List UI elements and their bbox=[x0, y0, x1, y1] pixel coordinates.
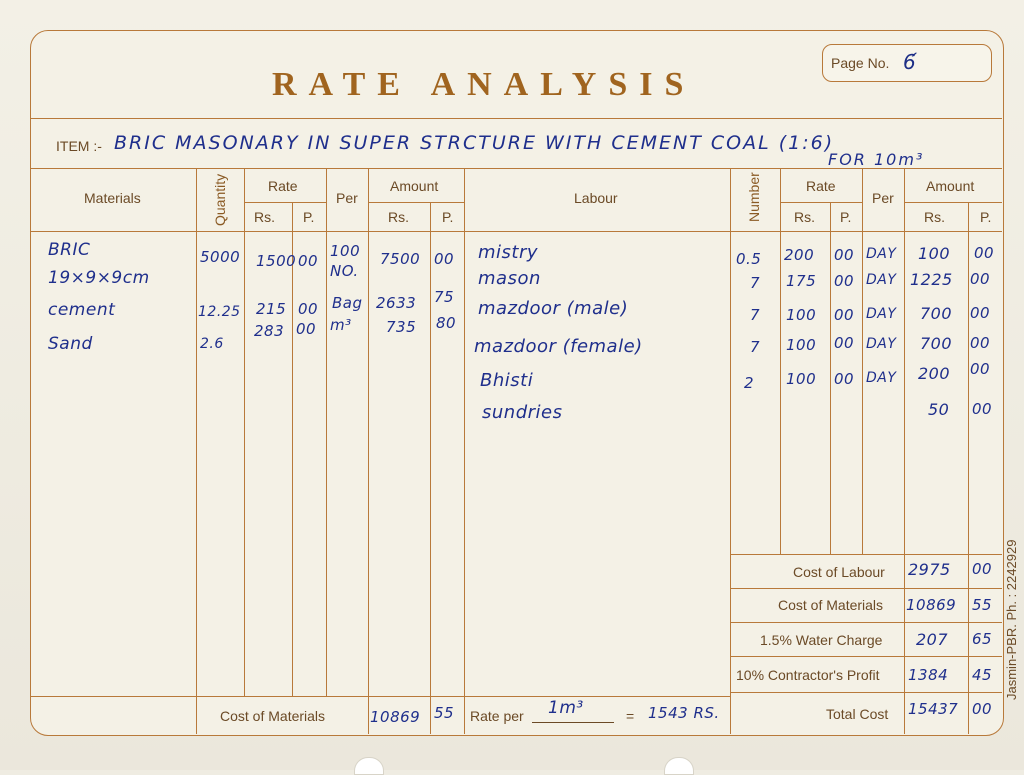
material-rate-rs: 1500 bbox=[256, 252, 297, 270]
labour-name: mason bbox=[478, 268, 541, 289]
material-amount-rs: 7500 bbox=[380, 250, 421, 268]
labour-amount-p: 00 bbox=[970, 304, 991, 322]
labour-rate-rs: 100 bbox=[786, 336, 817, 354]
rule-col-labour bbox=[464, 168, 465, 734]
labour-rate-p: 00 bbox=[834, 272, 855, 290]
labour-name: mazdoor (male) bbox=[478, 298, 629, 319]
header-labour: Labour bbox=[574, 190, 618, 206]
labour-name: sundries bbox=[482, 402, 563, 423]
header-number: Number bbox=[746, 172, 762, 222]
page-number-label: Page No. bbox=[831, 55, 890, 71]
labour-rate-rs: 200 bbox=[784, 246, 815, 264]
item-label: ITEM :- bbox=[56, 138, 102, 154]
summary-label: 10% Contractor's Profit bbox=[736, 667, 880, 683]
summary-p: 55 bbox=[972, 596, 993, 614]
labour-amount-rs: 1225 bbox=[910, 270, 953, 289]
footer-cost-materials-p: 55 bbox=[434, 704, 455, 722]
labour-amount-p: 00 bbox=[970, 360, 991, 378]
rule-col-lamount bbox=[904, 168, 905, 734]
summary-label: 1.5% Water Charge bbox=[760, 632, 883, 648]
material-amount-p: 80 bbox=[436, 314, 457, 332]
rule-summary-3 bbox=[730, 656, 1002, 657]
summary-rs: 15437 bbox=[908, 700, 959, 718]
summary-p: 00 bbox=[972, 560, 993, 578]
rule-col-amount-p bbox=[430, 202, 431, 734]
labour-amount-p: 00 bbox=[970, 270, 991, 288]
header-lper: Per bbox=[872, 190, 894, 206]
header-lrate-rs: Rs. bbox=[794, 209, 815, 225]
labour-rate-p: 00 bbox=[834, 370, 855, 388]
rule-header-bottom bbox=[30, 231, 1002, 232]
labour-amount-rs: 700 bbox=[920, 334, 953, 353]
header-rate-p: P. bbox=[303, 209, 315, 225]
summary-p: 00 bbox=[972, 700, 993, 718]
material-rate-rs: 215 bbox=[256, 300, 287, 318]
rate-per-value: 1543 RS. bbox=[648, 704, 720, 722]
material-per: Bag bbox=[332, 294, 363, 312]
rate-per-unit: 1m³ bbox=[548, 698, 584, 718]
labour-name: mistry bbox=[478, 242, 539, 263]
labour-amount-rs: 200 bbox=[918, 364, 951, 383]
rule-col-lrate bbox=[780, 168, 781, 554]
labour-rate-rs: 100 bbox=[786, 306, 817, 324]
labour-per: DAY bbox=[866, 370, 897, 386]
labour-rate-p: 00 bbox=[834, 306, 855, 324]
summary-rs: 10869 bbox=[906, 596, 957, 614]
rule-summary-2 bbox=[730, 622, 1002, 623]
summary-label: Cost of Materials bbox=[778, 597, 884, 613]
rule-lamount-sub bbox=[904, 202, 1002, 203]
material-rate-rs: 283 bbox=[254, 322, 285, 340]
material-per: m³ bbox=[330, 316, 352, 334]
header-rate: Rate bbox=[268, 178, 298, 194]
material-amount-rs: 735 bbox=[386, 318, 417, 336]
summary-rs: 2975 bbox=[908, 560, 951, 579]
material-name: 19×9×9cm bbox=[48, 268, 150, 288]
material-amount-rs: 2633 bbox=[376, 294, 417, 312]
item-description: BRIC MASONARY IN SUPER STRCTURE WITH CEMENT COAL (1:6) bbox=[114, 132, 835, 154]
material-rate-p: 00 bbox=[298, 300, 319, 318]
item-quantity-note: FOR 10m³ bbox=[828, 150, 925, 169]
header-amount: Amount bbox=[390, 178, 439, 194]
material-name: BRIC bbox=[48, 240, 91, 260]
material-rate-p: 00 bbox=[296, 320, 317, 338]
header-lamount: Amount bbox=[926, 178, 975, 194]
material-per: NO. bbox=[330, 262, 359, 280]
summary-p: 45 bbox=[972, 666, 993, 684]
summary-rs: 1384 bbox=[908, 666, 949, 684]
header-lamount-p: P. bbox=[980, 209, 992, 225]
header-amount-rs: Rs. bbox=[388, 209, 409, 225]
footer-cost-materials-rs: 10869 bbox=[370, 708, 421, 726]
form-title: RATE ANALYSIS bbox=[272, 66, 696, 103]
labour-per: DAY bbox=[866, 336, 897, 352]
header-per: Per bbox=[336, 190, 358, 206]
material-amount-p: 75 bbox=[434, 288, 455, 306]
material-name: Sand bbox=[48, 334, 93, 354]
material-qty: 12.25 bbox=[198, 304, 241, 320]
material-rate-p: 00 bbox=[298, 252, 319, 270]
header-materials: Materials bbox=[84, 190, 141, 206]
footer-cost-materials-label: Cost of Materials bbox=[220, 708, 326, 724]
printer-imprint: Jasmin-PBR. Ph. : 2242929 bbox=[1004, 539, 1019, 700]
rate-per-equals: = bbox=[626, 708, 635, 724]
labour-amount-p: 00 bbox=[972, 400, 993, 418]
material-qty: 2.6 bbox=[200, 336, 224, 352]
rule-materials-footer bbox=[30, 696, 464, 697]
summary-label: Cost of Labour bbox=[793, 564, 885, 580]
labour-name: mazdoor (female) bbox=[474, 336, 643, 357]
labour-number: 7 bbox=[750, 274, 761, 292]
rate-per-label: Rate per bbox=[470, 708, 524, 724]
header-amount-p: P. bbox=[442, 209, 454, 225]
summary-p: 65 bbox=[972, 630, 993, 648]
labour-per: DAY bbox=[866, 246, 897, 262]
punch-hole bbox=[354, 757, 384, 775]
labour-number: 0.5 bbox=[736, 250, 762, 268]
page-number-value: 6́ bbox=[903, 50, 916, 74]
rule-col-rate bbox=[244, 168, 245, 696]
labour-amount-rs: 700 bbox=[920, 304, 953, 323]
rule-rate-sub bbox=[244, 202, 326, 203]
summary-label: Total Cost bbox=[826, 706, 889, 722]
rule-lrate-sub bbox=[780, 202, 862, 203]
labour-rate-p: 00 bbox=[834, 334, 855, 352]
labour-name: Bhisti bbox=[480, 370, 534, 391]
rule-summary-1 bbox=[730, 588, 1002, 589]
material-amount-p: 00 bbox=[434, 250, 455, 268]
header-lamount-rs: Rs. bbox=[924, 209, 945, 225]
rule-col-number bbox=[730, 168, 731, 734]
labour-amount-rs: 100 bbox=[918, 244, 951, 263]
labour-per: DAY bbox=[866, 306, 897, 322]
header-quantity: Quantity bbox=[212, 173, 228, 226]
rule-amount-sub bbox=[368, 202, 464, 203]
rule-summary-4 bbox=[730, 692, 1002, 693]
summary-rs: 207 bbox=[916, 630, 949, 649]
rule-title-bottom bbox=[30, 118, 1002, 119]
labour-amount-rs: 50 bbox=[928, 400, 950, 419]
rule-summary-top bbox=[730, 554, 1002, 555]
labour-number: 7 bbox=[750, 306, 761, 324]
rule-col-quantity bbox=[196, 168, 197, 734]
header-lrate-p: P. bbox=[840, 209, 852, 225]
rule-col-lrate-p bbox=[830, 202, 831, 554]
labour-number: 7 bbox=[750, 338, 761, 356]
material-qty: 5000 bbox=[200, 248, 241, 266]
rule-col-lper bbox=[862, 168, 863, 554]
labour-amount-p: 00 bbox=[974, 244, 995, 262]
material-per: 100 bbox=[330, 242, 361, 260]
labour-per: DAY bbox=[866, 272, 897, 288]
labour-rate-rs: 175 bbox=[786, 272, 817, 290]
material-name: cement bbox=[48, 300, 116, 320]
rule-ratebox-top bbox=[464, 696, 730, 697]
page-number-box bbox=[822, 44, 992, 82]
header-lrate: Rate bbox=[806, 178, 836, 194]
rule-col-rate-p bbox=[292, 202, 293, 696]
rule-col-per bbox=[326, 168, 327, 696]
labour-rate-p: 00 bbox=[834, 246, 855, 264]
punch-hole bbox=[664, 757, 694, 775]
labour-number: 2 bbox=[744, 374, 755, 392]
rate-per-underline bbox=[532, 722, 614, 723]
header-rate-rs: Rs. bbox=[254, 209, 275, 225]
labour-rate-rs: 100 bbox=[786, 370, 817, 388]
rule-col-amount bbox=[368, 168, 369, 734]
labour-amount-p: 00 bbox=[970, 334, 991, 352]
